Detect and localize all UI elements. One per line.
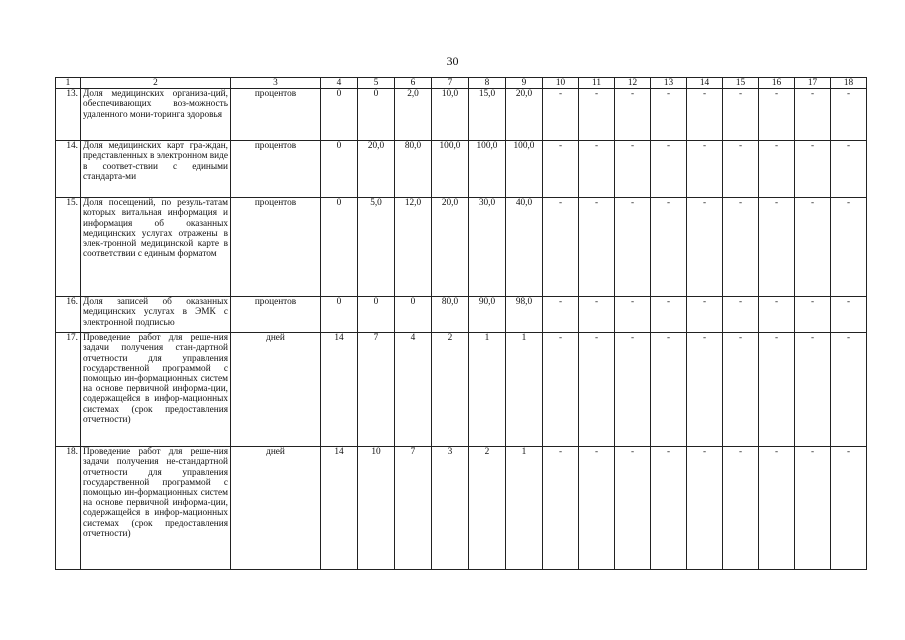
empty-dash-cell: - — [759, 89, 795, 141]
empty-dash-cell: - — [543, 447, 579, 570]
value-cell: 3 — [432, 447, 469, 570]
indicator-name: Проведение работ для реше-ния задачи получения не-стандартной отчетности для управления государственной программой с помощью ин-формационных систем на основе первичной информа-ции, содержащейся в инфор-мационных системах (срок предоставления отчетности) — [81, 447, 231, 570]
value-cell: 80,0 — [432, 297, 469, 333]
unit-of-measure: процентов — [231, 89, 321, 141]
value-cell: 10 — [358, 447, 395, 570]
value-cell: 1 — [506, 333, 543, 447]
value-cell: 2 — [432, 333, 469, 447]
value-cell: 7 — [395, 447, 432, 570]
value-cell: 0 — [321, 89, 358, 141]
header-cell: 3 — [231, 78, 321, 89]
value-cell: 10,0 — [432, 89, 469, 141]
empty-dash-cell: - — [795, 447, 831, 570]
empty-dash-cell: - — [759, 297, 795, 333]
empty-dash-cell: - — [687, 198, 723, 297]
empty-dash-cell: - — [759, 198, 795, 297]
value-cell: 5,0 — [358, 198, 395, 297]
unit-of-measure: процентов — [231, 141, 321, 198]
empty-dash-cell: - — [543, 198, 579, 297]
empty-dash-cell: - — [723, 447, 759, 570]
empty-dash-cell: - — [723, 89, 759, 141]
empty-dash-cell: - — [651, 297, 687, 333]
empty-dash-cell: - — [543, 89, 579, 141]
empty-dash-cell: - — [579, 198, 615, 297]
value-cell: 0 — [321, 141, 358, 198]
value-cell: 30,0 — [469, 198, 506, 297]
indicator-name: Доля посещений, по резуль-татам которых витальная информация и информация об оказанных медицинских услугах отражены в элек-тронной медицинской карте в соответствии с единым форматом — [81, 198, 231, 297]
value-cell: 14 — [321, 447, 358, 570]
header-cell: 10 — [543, 78, 579, 89]
header-cell: 16 — [759, 78, 795, 89]
empty-dash-cell: - — [615, 198, 651, 297]
indicators-table — [55, 77, 867, 570]
header-row — [56, 78, 867, 89]
value-cell: 12,0 — [395, 198, 432, 297]
row-number: 14. — [56, 141, 81, 198]
empty-dash-cell: - — [615, 141, 651, 198]
value-cell: 7 — [358, 333, 395, 447]
empty-dash-cell: - — [579, 447, 615, 570]
empty-dash-cell: - — [795, 89, 831, 141]
empty-dash-cell: - — [543, 297, 579, 333]
header-cell: 11 — [579, 78, 615, 89]
header-cell: 9 — [506, 78, 543, 89]
empty-dash-cell: - — [579, 141, 615, 198]
value-cell: 80,0 — [395, 141, 432, 198]
empty-dash-cell: - — [831, 89, 867, 141]
empty-dash-cell: - — [543, 333, 579, 447]
empty-dash-cell: - — [651, 198, 687, 297]
value-cell: 0 — [321, 297, 358, 333]
empty-dash-cell: - — [687, 333, 723, 447]
header-cell: 12 — [615, 78, 651, 89]
value-cell: 1 — [469, 333, 506, 447]
header-cell: 15 — [723, 78, 759, 89]
table-body — [56, 78, 867, 570]
empty-dash-cell: - — [687, 89, 723, 141]
header-cell: 13 — [651, 78, 687, 89]
empty-dash-cell: - — [651, 447, 687, 570]
empty-dash-cell: - — [759, 333, 795, 447]
empty-dash-cell: - — [831, 447, 867, 570]
value-cell: 14 — [321, 333, 358, 447]
empty-dash-cell: - — [615, 89, 651, 141]
empty-dash-cell: - — [687, 141, 723, 198]
empty-dash-cell: - — [795, 297, 831, 333]
value-cell: 40,0 — [506, 198, 543, 297]
empty-dash-cell: - — [723, 333, 759, 447]
header-cell: 1 — [56, 78, 81, 89]
value-cell: 20,0 — [432, 198, 469, 297]
table-row — [56, 198, 867, 297]
unit-of-measure: процентов — [231, 198, 321, 297]
empty-dash-cell: - — [687, 447, 723, 570]
value-cell: 0 — [358, 297, 395, 333]
header-cell: 6 — [395, 78, 432, 89]
row-number: 16. — [56, 297, 81, 333]
table-row — [56, 141, 867, 198]
value-cell: 2 — [469, 447, 506, 570]
header-cell: 7 — [432, 78, 469, 89]
unit-of-measure: процентов — [231, 297, 321, 333]
empty-dash-cell: - — [723, 141, 759, 198]
empty-dash-cell: - — [759, 447, 795, 570]
empty-dash-cell: - — [651, 89, 687, 141]
value-cell: 2,0 — [395, 89, 432, 141]
empty-dash-cell: - — [795, 141, 831, 198]
empty-dash-cell: - — [831, 297, 867, 333]
empty-dash-cell: - — [615, 447, 651, 570]
value-cell: 0 — [395, 297, 432, 333]
value-cell: 100,0 — [506, 141, 543, 198]
table-row — [56, 297, 867, 333]
table-row — [56, 333, 867, 447]
value-cell: 20,0 — [506, 89, 543, 141]
value-cell: 0 — [321, 198, 358, 297]
empty-dash-cell: - — [615, 333, 651, 447]
empty-dash-cell: - — [723, 198, 759, 297]
value-cell: 98,0 — [506, 297, 543, 333]
value-cell: 1 — [506, 447, 543, 570]
empty-dash-cell: - — [543, 141, 579, 198]
indicator-name: Проведение работ для реше-ния задачи получения стан-дартной отчетности для управления государственной программой с помощью ин-формационных систем на основе первичной информа-ции, содержащейся в инфор-мационных системах (срок предоставления отчетности) — [81, 333, 231, 447]
empty-dash-cell: - — [615, 297, 651, 333]
value-cell: 90,0 — [469, 297, 506, 333]
empty-dash-cell: - — [831, 141, 867, 198]
indicator-name: Доля медицинских карт гра-ждан, представленных в электронном виде в соответ-ствии с едиными стандарта-ми — [81, 141, 231, 198]
header-cell: 5 — [358, 78, 395, 89]
empty-dash-cell: - — [579, 89, 615, 141]
header-cell: 14 — [687, 78, 723, 89]
indicator-name: Доля медицинских организа-ций, обеспечивающих воз-можность удаленного мони-торинга здоровья — [81, 89, 231, 141]
empty-dash-cell: - — [831, 198, 867, 297]
empty-dash-cell: - — [795, 333, 831, 447]
header-cell: 4 — [321, 78, 358, 89]
value-cell: 100,0 — [469, 141, 506, 198]
header-cell: 2 — [81, 78, 231, 89]
empty-dash-cell: - — [795, 198, 831, 297]
row-number: 13. — [56, 89, 81, 141]
row-number: 18. — [56, 447, 81, 570]
value-cell: 4 — [395, 333, 432, 447]
empty-dash-cell: - — [831, 333, 867, 447]
unit-of-measure: дней — [231, 333, 321, 447]
empty-dash-cell: - — [579, 297, 615, 333]
row-number: 17. — [56, 333, 81, 447]
table-row — [56, 447, 867, 570]
empty-dash-cell: - — [579, 333, 615, 447]
empty-dash-cell: - — [651, 333, 687, 447]
empty-dash-cell: - — [687, 297, 723, 333]
header-cell: 18 — [831, 78, 867, 89]
unit-of-measure: дней — [231, 447, 321, 570]
table-row — [56, 89, 867, 141]
header-cell: 17 — [795, 78, 831, 89]
value-cell: 20,0 — [358, 141, 395, 198]
row-number: 15. — [56, 198, 81, 297]
page-number: 30 — [446, 54, 459, 68]
header-cell: 8 — [469, 78, 506, 89]
value-cell: 0 — [358, 89, 395, 141]
value-cell: 15,0 — [469, 89, 506, 141]
indicator-name: Доля записей об оказанных медицинских услугах в ЭМК с электронной подписью — [81, 297, 231, 333]
value-cell: 100,0 — [432, 141, 469, 198]
empty-dash-cell: - — [723, 297, 759, 333]
empty-dash-cell: - — [759, 141, 795, 198]
empty-dash-cell: - — [651, 141, 687, 198]
